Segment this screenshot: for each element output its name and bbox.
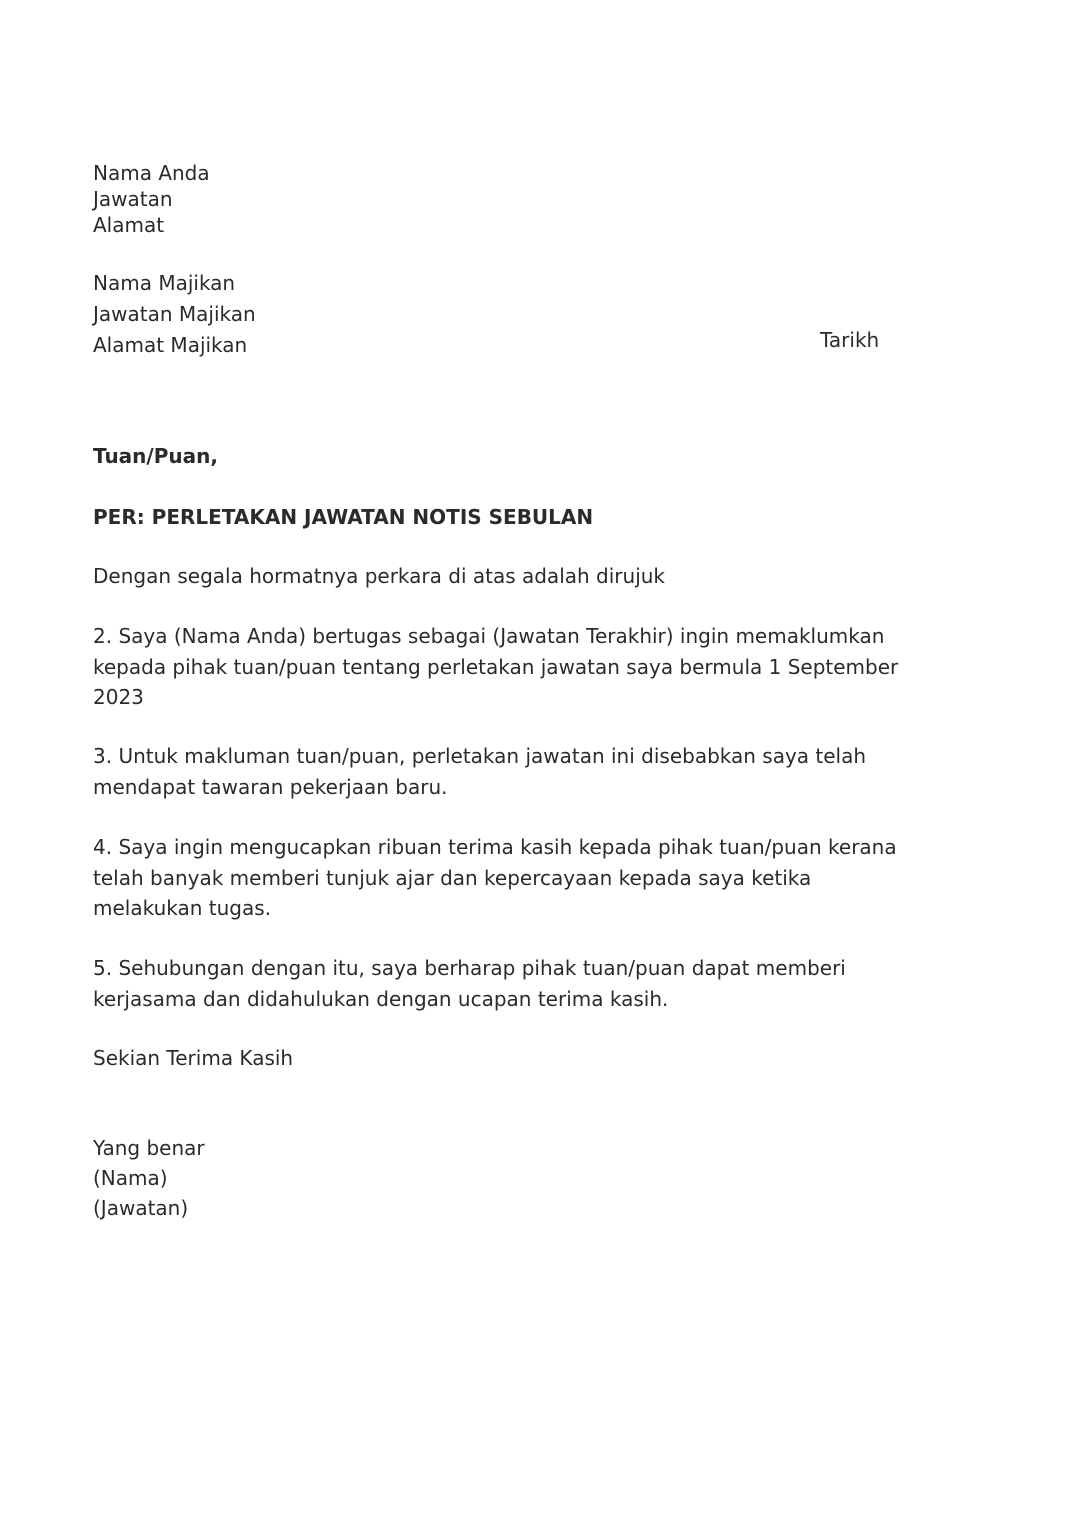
signoff-block — [93, 1133, 205, 1223]
sender-block — [93, 160, 210, 238]
salutation: Tuan/Puan, — [93, 444, 218, 468]
paragraph-4: 4. Saya ingin mengucapkan ribuan terima kasih kepada pihak tuan/puan kerana telah banyak memberi tunjuk ajar dan kepercayaan kepada saya ketika melakukan tugas. — [93, 835, 897, 920]
closing-line: Sekian Terima Kasih — [93, 1046, 294, 1070]
recipient-name: Nama Majikan — [93, 271, 236, 295]
subject-line: PER: PERLETAKAN JAWATAN NOTIS SEBULAN — [93, 505, 594, 529]
sender-name: Nama Anda — [93, 161, 210, 185]
signoff-phrase: Yang benar — [93, 1136, 205, 1160]
recipient-block — [93, 268, 256, 361]
paragraph-2: 2. Saya (Nama Anda) bertugas sebagai (Jawatan Terakhir) ingin memaklumkan kepada pihak tuan/puan tentang perletakan jawatan saya bermula 1 September 2023 — [93, 624, 899, 709]
paragraph-5: 5. Sehubungan dengan itu, saya berharap pihak tuan/puan dapat memberi kerjasama dan didahulukan dengan ucapan terima kasih. — [93, 956, 846, 1011]
signoff-position: (Jawatan) — [93, 1196, 189, 1220]
sender-address: Alamat — [93, 213, 165, 237]
paragraph-3: 3. Untuk makluman tuan/puan, perletakan jawatan ini disebabkan saya telah mendapat tawaran pekerjaan baru. — [93, 744, 867, 799]
date-label: Tarikh — [820, 328, 880, 352]
paragraph-intro: Dengan segala hormatnya perkara di atas adalah dirujuk — [93, 564, 666, 588]
signoff-name: (Nama) — [93, 1166, 168, 1190]
recipient-address: Alamat Majikan — [93, 333, 248, 357]
sender-position: Jawatan — [93, 187, 173, 211]
recipient-position: Jawatan Majikan — [93, 302, 256, 326]
